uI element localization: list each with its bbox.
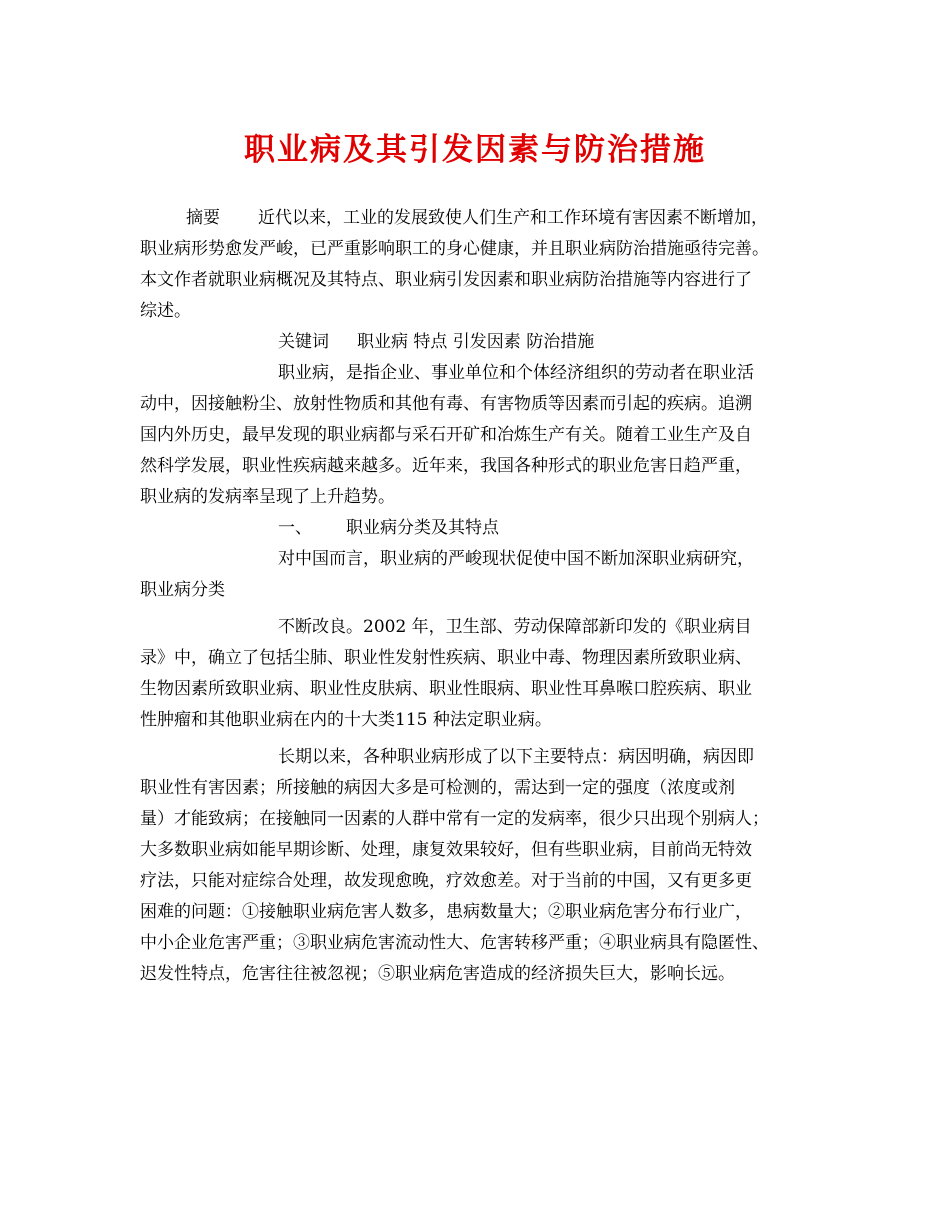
paragraph-line: 职业病的发病率呈现了上升趋势。 bbox=[140, 487, 395, 507]
paragraph-line: 长期以来，各种职业病形成了以下主要特点：病因明确，病因即 bbox=[278, 747, 754, 767]
abstract-label: 摘要 bbox=[186, 208, 220, 228]
abstract-section bbox=[140, 203, 830, 327]
keywords-line bbox=[140, 327, 830, 358]
abstract-line: 综述。 bbox=[140, 301, 191, 321]
paragraph-line: 迟发性特点，危害往往被忽视；⑤职业病危害造成的经济损失巨大，影响长远。 bbox=[140, 964, 735, 984]
paragraph-line: 然科学发展，职业性疾病越来越多。近年来，我国各种形式的职业危害日趋严重， bbox=[140, 456, 752, 476]
intro-paragraph bbox=[140, 358, 830, 513]
paragraph-2 bbox=[140, 612, 830, 736]
paragraph-1 bbox=[140, 544, 830, 606]
paragraph-line: 量）才能致病；在接触同一因素的人群中常有一定的发病率，很少只出现个别病人； bbox=[140, 809, 769, 829]
paragraph-3 bbox=[140, 742, 830, 990]
paragraph-line: 疗法，只能对症综合处理，故发现愈晚，疗效愈差。对于当前的中国，又有更多更 bbox=[140, 871, 752, 891]
paragraph-line: 录》中，确立了包括尘肺、职业性发射性疾病、职业中毒、物理因素所致职业病、 bbox=[140, 648, 752, 668]
abstract-line: 职业病形势愈发严峻，已严重影响职工的身心健康，并且职业病防治措施亟待完善。 bbox=[140, 239, 769, 259]
paragraph-line: 职业病分类 bbox=[140, 580, 225, 600]
paragraph-line: 职业病，是指企业、事业单位和个体经济组织的劳动者在职业活 bbox=[278, 363, 754, 383]
abstract-line bbox=[140, 203, 830, 234]
paragraph-line: 职业性有害因素；所接触的病因大多是可检测的，需达到一定的强度（浓度或剂 bbox=[140, 778, 735, 798]
paragraph-line: 国内外历史，最早发现的职业病都与采石开矿和冶炼生产有关。随着工业生产及自 bbox=[140, 425, 752, 445]
keywords-text: 职业病 特点 引发因素 防治措施 bbox=[357, 332, 595, 352]
paragraph-line: 生物因素所致职业病、职业性皮肤病、职业性眼病、职业性耳鼻喉口腔疾病、职业 bbox=[140, 679, 752, 699]
document-title: 职业病及其引发因素与防治措施 bbox=[244, 132, 706, 168]
abstract-text: 近代以来，工业的发展致使人们生产和工作环境有害因素不断增加， bbox=[258, 208, 768, 228]
keywords-label: 关键词 bbox=[278, 332, 329, 352]
section-heading bbox=[140, 513, 830, 544]
paragraph-line: 对中国而言，职业病的严峻现状促使中国不断加深职业病研究， bbox=[278, 549, 754, 569]
abstract-line: 本文作者就职业病概况及其特点、职业病引发因素和职业病防治措施等内容进行了 bbox=[140, 270, 752, 290]
paragraph-line: 不断改良。2002 年，卫生部、劳动保障部新印发的《职业病目 bbox=[278, 617, 752, 637]
paragraph-line: 困难的问题：①接触职业病危害人数多，患病数量大；②职业病危害分布行业广， bbox=[140, 902, 752, 922]
section-title: 职业病分类及其特点 bbox=[346, 518, 499, 538]
paragraph-line: 性肿瘤和其他职业病在内的十大类115 种法定职业病。 bbox=[140, 710, 552, 730]
document-body bbox=[140, 203, 830, 990]
paragraph-line: 中小企业危害严重；③职业病危害流动性大、危害转移严重；④职业病具有隐匿性、 bbox=[140, 933, 769, 953]
section-number: 一、 bbox=[278, 518, 312, 538]
paragraph-line: 大多数职业病如能早期诊断、处理，康复效果较好，但有些职业病，目前尚无特效 bbox=[140, 840, 752, 860]
paragraph-line: 动中，因接触粉尘、放射性物质和其他有毒、有害物质等因素而引起的疾病。追溯 bbox=[140, 394, 752, 414]
